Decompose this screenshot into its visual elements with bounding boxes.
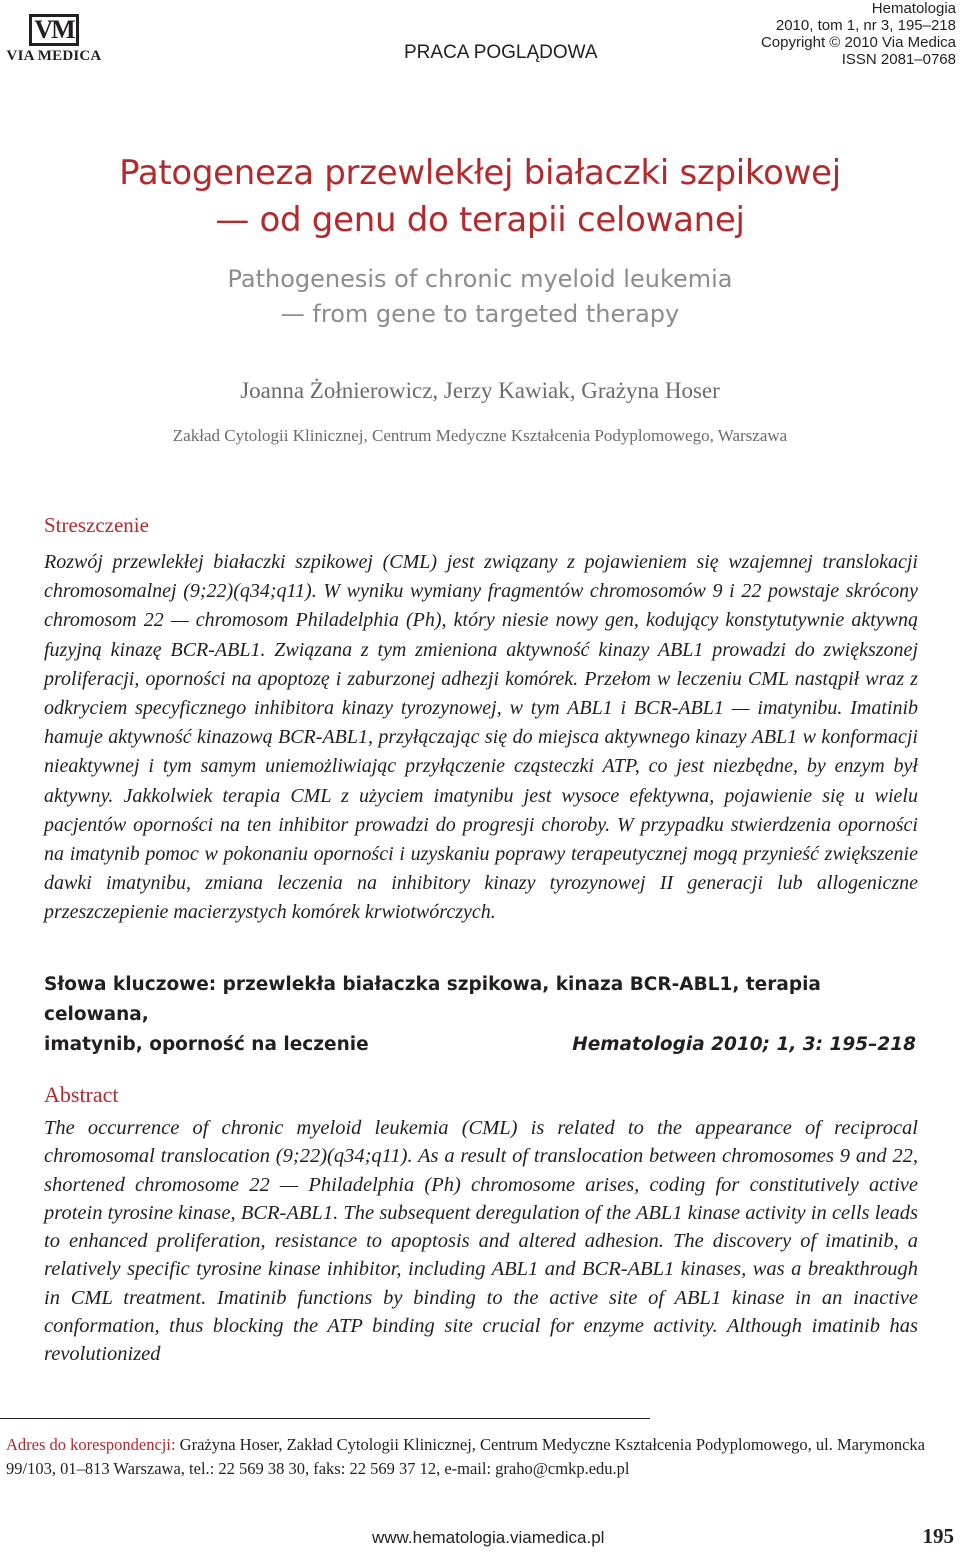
abstract-text: The occurrence of chronic myeloid leukemia (CML) is related to the appearance of reciprocal chromosomal translocation (9;22)(q34;q11). As a result of translocation between chromosomes 9 and 22, shortened chromosome 22 — Philadelphia (Ph) chromosome arises, coding for constitutively active protein tyrosine kinase, BCR-ABL1. The subsequent deregulation of the ABL1 kinase activity in cells leads to enhanced proliferation, resistance to apoptosis and altered adhesion. The discovery of imatinib, a relatively specific tyrosine kinase inhibitor, including ABL1 and BCR-ABL1 kinases, was a breakthrough in CML treatment. Imatinib functions by binding to the active site of ABL1 kinase in an inactive conformation, thus blocking the ATP binding site crucial for enzyme activity. Although imatinib has revolutionized <box>44 1117 918 1366</box>
correspondence-label: Adres do korespondencji: <box>6 1435 176 1454</box>
footnote-divider <box>0 1418 650 1419</box>
subtitle-line-1: Pathogenesis of chronic myeloid leukemia <box>227 265 733 293</box>
authors: Joanna Żołnierowicz, Jerzy Kawiak, Grażyna Hoser <box>240 378 720 403</box>
streszczenie-heading: Streszczenie <box>44 513 149 537</box>
journal-url[interactable]: www.hematologia.viamedica.pl <box>372 1528 605 1547</box>
via-medica-logo-icon: VM <box>29 14 79 46</box>
title-line-2: — od genu do terapii celowanej <box>215 200 745 240</box>
citation: Hematologia 2010; 1, 3: 195–218 <box>572 1034 916 1055</box>
journal-name: Hematologia <box>871 0 956 17</box>
correspondence-text: Grażyna Hoser, Zakład Cytologii Klinicznej, Centrum Medyczne Kształcenia Podyplomowego, ul. Marymoncka 99/103, 01–813 Warszawa, tel.: 22 569 38 30, faks: 22 569 37 12, e-mail: graho@cmkp.edu.pl <box>6 1435 925 1478</box>
journal-issn: ISSN 2081–0768 <box>841 51 956 68</box>
article-title <box>0 150 960 244</box>
journal-copyright: Copyright © 2010 Via Medica <box>760 34 956 51</box>
article-type: PRACA POGLĄDOWA <box>404 42 598 63</box>
correspondence <box>6 1433 926 1481</box>
subtitle-line-2: — from gene to targeted therapy <box>280 300 680 328</box>
article-subtitle <box>0 262 960 332</box>
page-number: 195 <box>922 1524 954 1548</box>
keywords-line-2: imatynib, oporność na leczenie <box>44 1034 369 1055</box>
publisher-logo <box>4 14 104 65</box>
affiliation: Zakład Cytologii Klinicznej, Centrum Medyczne Kształcenia Podyplomowego, Warszawa <box>172 426 788 445</box>
title-line-1: Patogeneza przewlekłej białaczki szpikowej <box>119 153 841 193</box>
streszczenie-text: Rozwój przewlekłej białaczki szpikowej (CML) jest związany z pojawieniem się wzajemnej translokacji chromosomalnej (9;22)(q34;q11). W wyniku wymiany fragmentów chromosomów 9 i 22 powstaje skrócony chromosom 22 — chromosom Philadelphia (Ph), który niesie nowy gen, kodujący konstytutywnie aktywną fuzyjną kinazę BCR-ABL1. Związana z tym zmieniona aktywność kinazy ABL1 prowadzi do zwiększonej proliferacji, oporności na apoptozę i zaburzonej adhezji komórek. Przełom w leczeniu CML nastąpił wraz z odkryciem specyficznego inhibitora kinazy tyrozynowej, w tym ABL1 i BCR-ABL1 — imatynibu. Imatinib hamuje aktywność kinazową BCR-ABL1, przyłączając się do miejsca aktywnego kinazy ABL1 w konformacji nieaktywnej i tym samym uniemożliwiając przyłączenie cząsteczki ATP, co jest niezbędne, by enzym był aktywny. Jakkolwiek terapia CML z użyciem imatynibu jest wysoce efektywna, pojawienie się u wielu pacjentów oporności na ten inhibitor prowadzi do progresji choroby. W przypadku stwierdzenia oporności na imatynib pomoc w pokonaniu oporności i uzyskaniu poprawy terapeutycznej mogą przynieść zwiększenie dawki imatynibu, zmiana leczenia na inhibitory kinazy tyrozynowej II generacji lub allogeniczne przeszczepienie macierzystych komórek krwiotwórczych. <box>44 551 918 924</box>
journal-issue: 2010, tom 1, nr 3, 195–218 <box>775 17 956 34</box>
publisher-name: VIA MEDICA <box>6 48 102 64</box>
keywords-line-1: Słowa kluczowe: przewlekła białaczka szpikowa, kinaza BCR-ABL1, terapia celowana, <box>44 974 821 1025</box>
abstract-heading: Abstract <box>44 1082 119 1107</box>
journal-info <box>761 0 956 68</box>
